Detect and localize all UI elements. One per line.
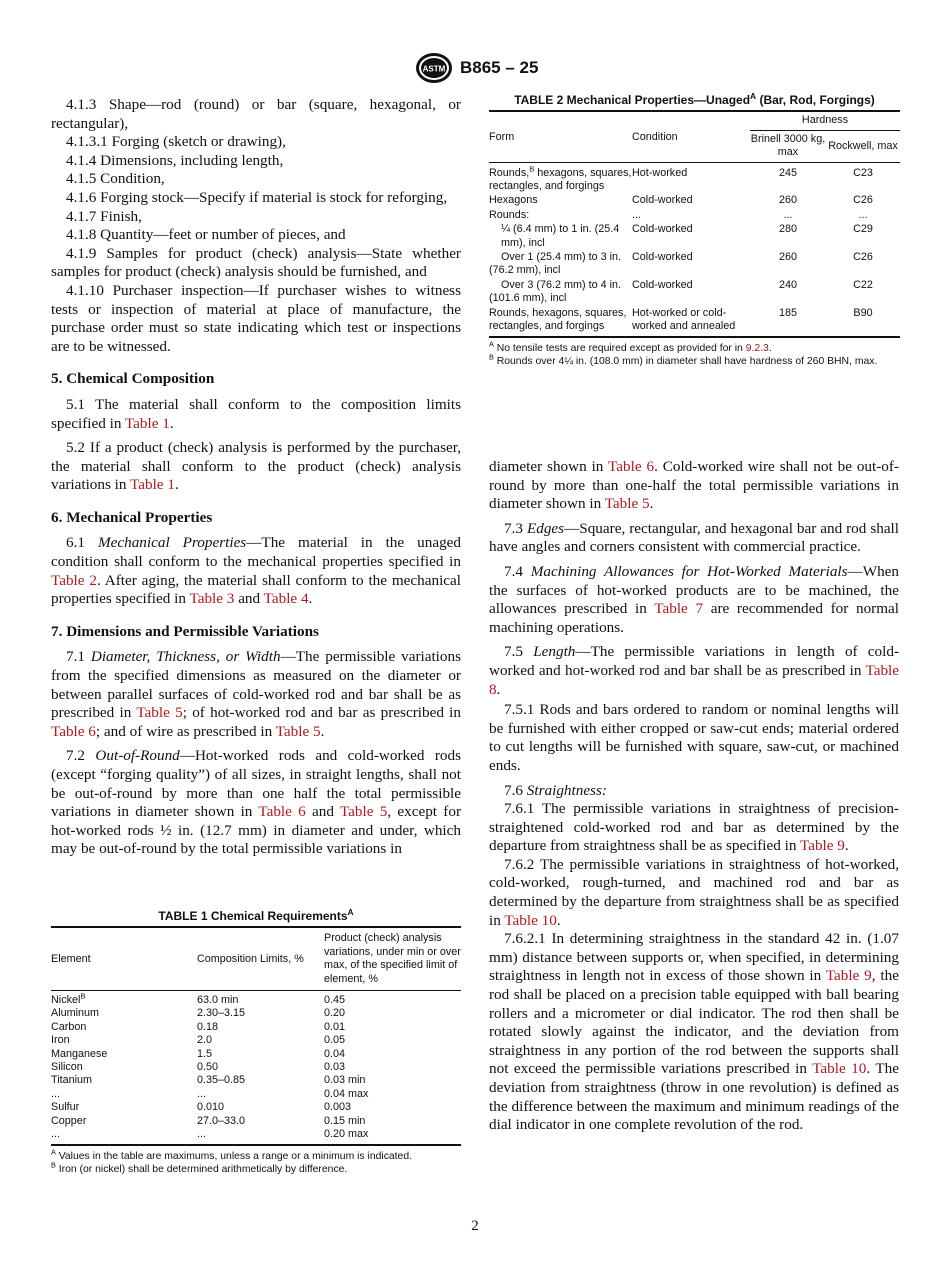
para-7-5: 7.5 Length—The permissible variations in length of cold-worked and hot-worked rod and bar shall be as prescribed in Table 8. — [489, 643, 900, 698]
table-row: Rounds: ... ... ... — [489, 208, 868, 221]
left-column — [51, 96, 461, 865]
table-1-grid — [51, 926, 461, 1145]
table-1-footnote-b: $^B$ Iron (or nickel) shall be determined arithmetically by difference. — [51, 1160, 348, 1175]
para-7-1: 7.1 Diameter, Thickness, or Width—The permissible variations from the specified dimensions as measured on the diameter or between parallel surfaces of cold-worked rod and bar shall be as prescribed in Table 5; of hot-worked rod and bar as prescribed in Table 6; and of wire as prescribed in Table 5. — [51, 648, 461, 740]
table-row: Rounds,$^B$ hexagons, squares, rectangles, and forgings Hot-worked 245 C23 — [489, 164, 873, 193]
para-4-1-8: 4.1.8 Quantity—feet or number of pieces, and — [66, 226, 346, 244]
ref-table-5[interactable]: Table 5 — [339, 803, 388, 821]
table-2-header-brinell: Brinell 3000 kg, max — [750, 132, 826, 159]
page-header — [0, 52, 950, 86]
para-4-1-3: 4.1.3 Shape—rod (round) or bar (square, hexagonal, or rectangular), — [51, 96, 461, 132]
table-2-footnote-b: $^B$ Rounds over 4¼ in. (108.0 mm) in diameter shall have hardness of 260 BHN, max. — [489, 352, 878, 367]
ref-table-10[interactable]: Table 10 — [504, 911, 557, 929]
ref-table-1[interactable]: Table 1 — [130, 476, 175, 494]
table-row: Hexagons Cold-worked 260 C26 — [489, 194, 873, 207]
heading-section-5: 5. Chemical Composition — [51, 370, 215, 388]
astm-logo-icon — [414, 52, 454, 84]
table-2-title: TABLE 2 Mechanical Properties—Unaged$^A$ (Bar, Rod, Forgings) — [514, 91, 875, 107]
standard-designation: B865 – 25 — [460, 58, 539, 77]
para-4-1-10: 4.1.10 Purchaser inspection—If purchaser wishes to witness tests or inspection of material at place of manufacture, the purchase order must so state indicating which test or inspections are to be witnessed. — [51, 281, 461, 355]
table-1-header-variation: Product (check) analysis variations, under min or over max, of the specified limit of element, % — [324, 932, 461, 985]
table-1-header-composition: Composition Limits, % — [197, 952, 304, 965]
ref-table-8[interactable]: Table 8 — [489, 661, 899, 698]
table-row: ... ... 0.04 max — [51, 1087, 369, 1100]
table-row: Rounds, hexagons, squares, rectangles, and forgings Hot-worked or cold-worked and annealed 185 B90 — [489, 306, 900, 337]
heading-section-7: 7. Dimensions and Permissible Variations — [51, 622, 319, 640]
ref-section-9-2-3[interactable]: 9.2.3 — [745, 342, 769, 354]
logo-text: ASTM — [422, 64, 446, 74]
table-2-footnotes — [489, 339, 900, 369]
ref-table-2[interactable]: Table 2 — [51, 571, 97, 589]
table-row: Carbon 0.18 0.01 — [51, 1020, 346, 1033]
table-row: Over 3 (76.2 mm) to 4 in. (101.6 mm), incl Cold-worked 240 C22 — [489, 278, 873, 305]
table-1-footnotes — [51, 1147, 461, 1177]
para-5-1: 5.1 The material shall conform to the composition limits specified in Table 1. — [51, 395, 461, 432]
para-4-1-4: 4.1.4 Dimensions, including length, — [66, 151, 284, 169]
table-1 — [51, 907, 461, 1176]
ref-table-5[interactable]: Table 5 — [275, 722, 321, 740]
para-4-1-5: 4.1.5 Condition, — [66, 170, 165, 188]
ref-table-9[interactable]: Table 9 — [799, 837, 845, 855]
table-row: ... ... 0.20 max — [51, 1128, 461, 1144]
para-7-6: 7.6 Straightness: — [504, 781, 607, 799]
ref-table-9[interactable]: Table 9 — [825, 967, 872, 985]
ref-table-5[interactable]: Table 5 — [604, 495, 650, 513]
para-4-1-9: 4.1.9 Samples for product (check) analysis—State whether samples for product (check) analysis should be furnished, and — [51, 244, 461, 281]
ref-table-3[interactable]: Table 3 — [189, 590, 235, 608]
para-7-2-continued: diameter shown in Table 6. Cold-worked wire shall not be out-of-round by more than one-half the total permissible variations in diameter shown in Table 5. — [489, 458, 900, 513]
ref-table-7[interactable]: Table 7 — [654, 600, 704, 618]
para-4-1-3-1: 4.1.3.1 Forging (sketch or drawing), — [66, 133, 286, 151]
table-row: ¼ (6.4 mm) to 1 in. (25.4 mm), incl Cold-worked 280 C29 — [501, 223, 873, 249]
para-5-2: 5.2 If a product (check) analysis is performed by the purchaser, the material shall conform to the product (check) analysis variations in Table 1. — [51, 439, 461, 494]
para-6-1: 6.1 Mechanical Properties—The material in the unaged condition shall conform to the mechanical properties specified in Table 2. After aging, the material shall conform to the mechanical properties specified in Table 3 and Table 4. — [51, 534, 462, 608]
table-2-footnote-a: $^A$ No tensile tests are required except as provided for in 9.2.3. — [489, 339, 772, 354]
heading-section-6: 6. Mechanical Properties — [51, 508, 213, 526]
para-7-6-2: 7.6.2 The permissible variations in straightness of hot-worked, cold-worked, rough-turned, and machined rod and bar as determined by the departure from straightness shall be as specified in Table 10. — [489, 855, 899, 929]
table-row: Manganese 1.5 0.04 — [51, 1047, 346, 1060]
para-4-1-6: 4.1.6 Forging stock—Specify if material is stock for reforging, — [66, 188, 448, 206]
ref-table-6[interactable]: Table 6 — [608, 458, 655, 475]
ref-table-5[interactable]: Table 5 — [136, 704, 183, 722]
ref-table-4[interactable]: Table 4 — [263, 590, 309, 608]
ref-table-6[interactable]: Table 6 — [51, 722, 96, 740]
table-2-header-rockwell: Rockwell, max — [828, 140, 898, 153]
page-number: 2 — [471, 1218, 479, 1234]
table-2-header-condition: Condition — [632, 130, 678, 143]
para-4-1-7: 4.1.7 Finish, — [66, 207, 142, 225]
table-2-grid — [489, 110, 900, 337]
ref-table-6[interactable]: Table 6 — [258, 803, 306, 821]
table-row: Over 1 (25.4 mm) to 3 in. (76.2 mm), incl Cold-worked 260 C26 — [489, 251, 873, 277]
table-2-header-hardness: Hardness — [750, 111, 900, 130]
para-7-3: 7.3 Edges—Square, rectangular, and hexagonal bar and rod shall have angles and corners consistent with commercial practice. — [489, 519, 899, 556]
para-7-6-1: 7.6.1 The permissible variations in straightness of precision-straightened cold-worked rod and bar as determined by the departure from straightness shall be as specified in Table 9. — [489, 800, 899, 855]
para-7-5-1: 7.5.1 Rods and bars ordered to random or nominal lengths will be furnished with either cropped or saw-cut ends; material ordered to cut lengths will be furnished with square, saw-cut, or machined ends. — [489, 701, 899, 774]
table-1-footnote-a: $^A$ Values in the table are maximums, unless a range or a minimum is indicated. — [51, 1147, 412, 1162]
para-7-6-2-1: 7.6.2.1 In determining straightness in the standard 42 in. (1.07 mm) distance between supports or, when specified, in determining straightness in length not in excess of those shown in Table 9, the rod shall be placed on a precision table equipped with ball bearing rollers and a micrometer or dial indicator. The rod then shall be rotated slowly against the indicator, and the deviation from straightness in any portion of the rod between the supports shall not exceed the permissible variations prescribed in Table 10. The deviation from straightness (throw in one revolution) is defined as the difference between the maximum and minimum readings of the dial indicator in one complete revolution of the rod. — [489, 930, 900, 1134]
table-1-title: TABLE 1 Chemical Requirements$^A$ — [158, 907, 354, 923]
table-row: Copper 27.0–33.0 0.15 min — [51, 1114, 366, 1127]
table-row: Sulfur 0.010 0.003 — [51, 1101, 352, 1114]
table-row: Aluminum 2.30–3.15 0.20 — [51, 1007, 346, 1020]
right-column — [489, 458, 899, 1135]
table-row: Iron 2.0 0.05 — [51, 1034, 346, 1047]
table-row: Silicon 0.50 0.03 — [51, 1061, 346, 1074]
table-row: Nickel$^B$ 63.0 min 0.45 — [51, 991, 346, 1007]
table-1-header-element: Element — [51, 952, 91, 965]
para-7-2: 7.2 Out-of-Round—Hot-worked rods and cold-worked rods (except “forging quality”) of all sizes, in straight lengths, shall not be out-of-round by more than one half the total permissible variations in diameter shown in Table 6 and Table 5, except for hot-worked rods ½ in. (12.7 mm) in diameter and under, which may be out-of-round by the total permissible variations in — [51, 747, 462, 858]
ref-table-10[interactable]: Table 10 — [812, 1060, 867, 1078]
table-row: Titanium 0.35–0.85 0.03 min — [51, 1074, 366, 1087]
table-2-header-form: Form — [489, 130, 515, 143]
table-2 — [489, 91, 900, 368]
para-7-4: 7.4 Machining Allowances for Hot-Worked Materials—When the surfaces of hot-worked products are to be machined, the allowances prescribed in Table 7 are recommended for normal machining operations. — [489, 562, 900, 636]
ref-table-1[interactable]: Table 1 — [124, 414, 170, 432]
